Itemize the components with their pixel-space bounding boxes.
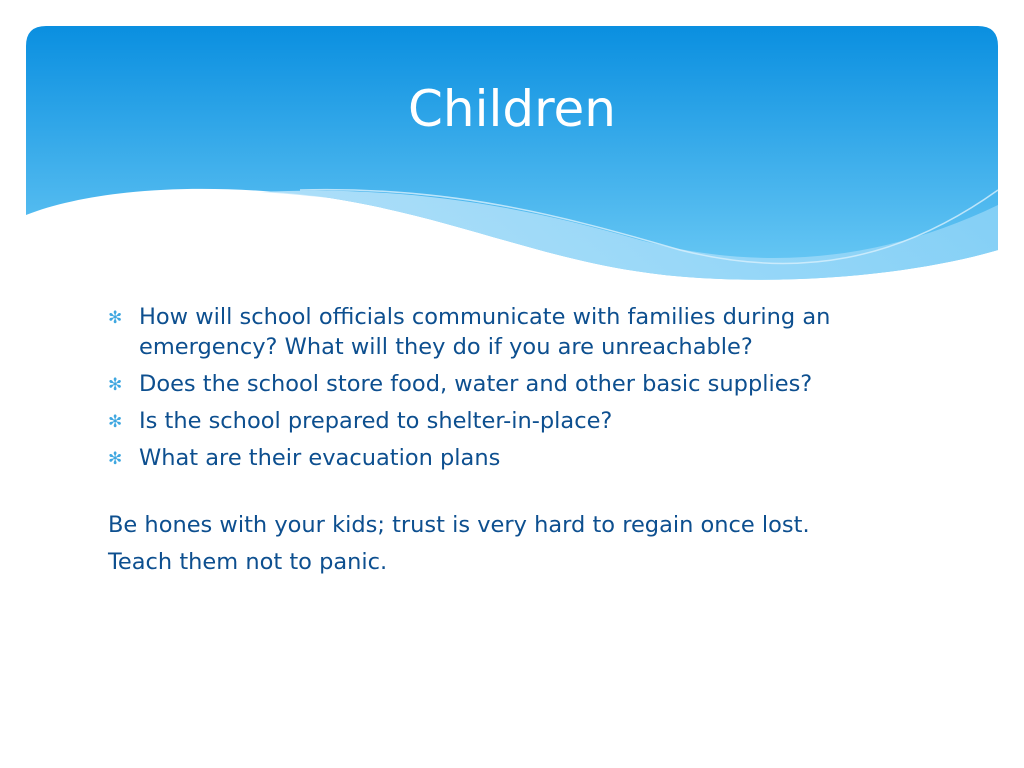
- bullet-text: Does the school store food, water and other basic supplies?: [139, 371, 813, 397]
- header-wave-band: [0, 0, 1024, 300]
- asterisk-bullet-icon: ✻: [108, 449, 123, 469]
- paragraph-panic: Teach them not to panic.: [108, 549, 388, 575]
- asterisk-bullet-icon: ✻: [108, 375, 123, 395]
- slide-title: Children: [407, 80, 617, 138]
- asterisk-bullet-icon: ✻: [108, 308, 123, 328]
- bullet-item: [108, 443, 918, 473]
- bullet-item: [108, 406, 918, 436]
- bullet-item: [108, 369, 918, 399]
- bullet-text: What are their evacuation plans: [139, 445, 501, 471]
- slide-content: [108, 302, 918, 584]
- bullet-list: [108, 302, 918, 473]
- asterisk-bullet-icon: ✻: [108, 412, 123, 432]
- paragraph-honesty: Be hones with your kids; trust is very hard to regain once lost.: [108, 512, 810, 538]
- bullet-text: Is the school prepared to shelter-in-place?: [139, 408, 613, 434]
- bullet-text: How will school officials communicate with families during an emergency? What will they do if you are unreachable?: [139, 304, 831, 360]
- bullet-item: [108, 302, 918, 362]
